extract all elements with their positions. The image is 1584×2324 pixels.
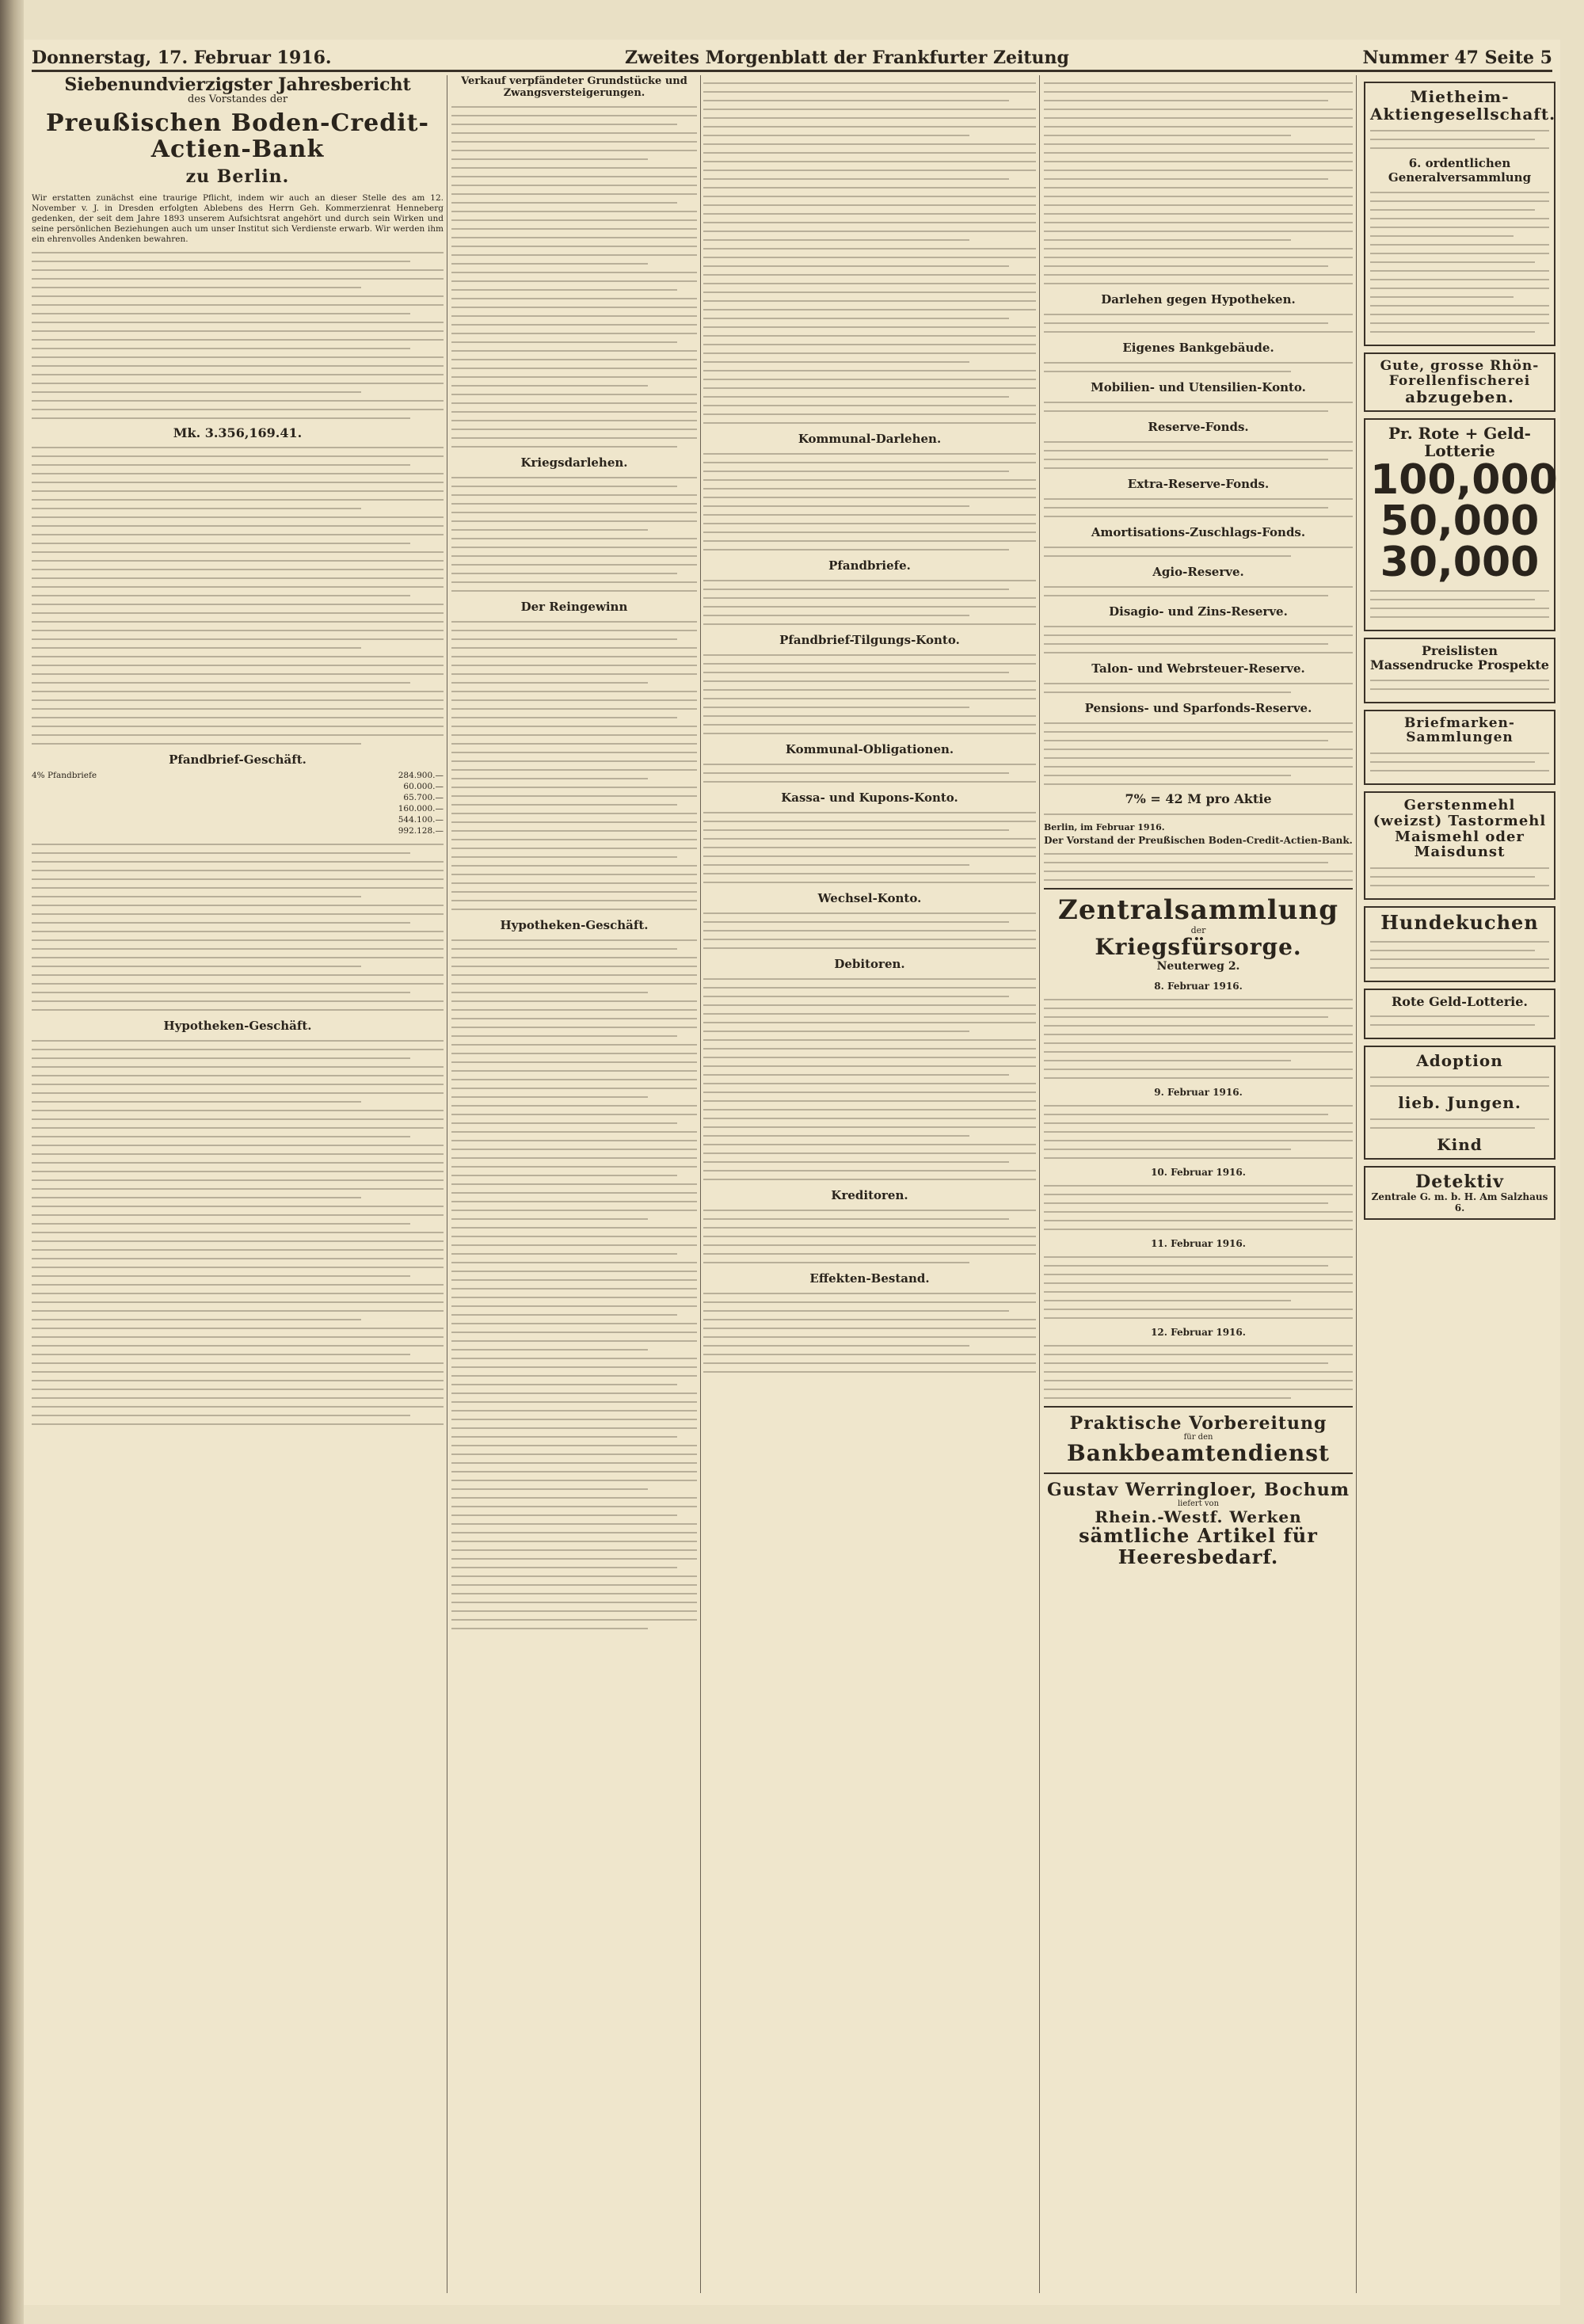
text-block <box>1370 680 1549 690</box>
section-heading: Eigenes Bankgebäude. <box>1122 341 1274 355</box>
report-intro: Wir erstatten zunächst eine traurige Pflicht, indem wir auch an dieser Stelle des am 12. November v. J. in Dresden erfolgten Ablebens des Herrn Geh. Kommerzienrat Henneberg gedenken, der seit dem Jahre 1893 unserem Aufsichtsrat angehört und durch sein Wirken und seine persönlichen Beziehungen auch um unser Institut sich Verdienste erwarb. Wir werden ihm ein ehrenvolles Andenken bewahren. <box>32 192 444 244</box>
section-heading: Kassa- und Kupons-Konto. <box>781 791 958 805</box>
lottery-prize: 50,000 <box>1380 497 1540 546</box>
divider <box>1044 888 1353 890</box>
section-heading: Effekten-Bestand. <box>809 1271 930 1286</box>
date-heading: 11. Februar 1916. <box>1151 1237 1246 1249</box>
text-block <box>32 1040 444 1425</box>
table-row: 60.000.— <box>403 782 444 792</box>
text-block <box>703 764 1036 783</box>
text-block <box>703 654 1036 734</box>
ad-mietheim <box>1364 82 1555 346</box>
text-block <box>1044 402 1353 412</box>
ad-text: für den <box>1183 1433 1213 1442</box>
text-block <box>32 252 444 419</box>
text-block <box>1044 1256 1353 1319</box>
text-block <box>1044 1185 1353 1230</box>
section-heading: Pfandbrief-Tilgungs-Konto. <box>779 633 960 647</box>
ad-print <box>1364 638 1555 703</box>
ad-adoption <box>1364 1046 1555 1160</box>
date-heading: 9. Februar 1916. <box>1154 1086 1243 1098</box>
section-heading: Der Reingewinn <box>520 600 628 614</box>
header-date: Donnerstag, 17. Februar 1916. <box>32 48 332 68</box>
report-subtitle: des Vorstandes der <box>187 93 288 106</box>
text-block <box>1044 362 1353 372</box>
divider <box>1044 1473 1353 1474</box>
section-heading: Pfandbriefe. <box>828 558 911 573</box>
text-block <box>1044 1345 1353 1399</box>
column-property-sales <box>451 75 697 2293</box>
board-signature: Der Vorstand der Preußischen Boden-Credit-Actien-Bank. <box>1044 834 1353 846</box>
table-row: 65.700.— <box>403 793 444 803</box>
text-block <box>1044 314 1353 333</box>
ad-werringloer <box>1044 1480 1353 1568</box>
text-block <box>703 912 1036 949</box>
section-heading: Amortisations-Zuschlags-Fonds. <box>1091 525 1306 539</box>
text-block <box>1044 813 1353 815</box>
text-block <box>703 453 1036 551</box>
section-heading: Mobilien- und Utensilien-Konto. <box>1091 380 1306 394</box>
section-heading: Reserve-Fonds. <box>1148 420 1249 434</box>
text-block <box>451 939 697 1629</box>
section-heading: Kommunal-Darlehen. <box>798 432 942 446</box>
table-row: 160.000.— <box>398 804 444 814</box>
ad-detective <box>1364 1166 1555 1220</box>
table-row: 4% Pfandbriefe 284.900.— <box>32 771 444 781</box>
page-header <box>32 46 1552 72</box>
section-heading: Hypotheken-Geschäft. <box>500 918 649 932</box>
text-block <box>703 978 1036 1180</box>
text-block <box>1044 441 1353 469</box>
text-block <box>32 844 444 1011</box>
table-row: 992.128.— <box>398 826 444 836</box>
ad-stamps <box>1364 710 1555 785</box>
text-block <box>1044 547 1353 557</box>
bank-city: zu Berlin. <box>185 166 290 188</box>
date-heading: 12. Februar 1916. <box>1151 1326 1246 1338</box>
section-heading: Pensions- und Sparfonds-Reserve. <box>1084 701 1312 715</box>
section-heading: Agio-Reserve. <box>1152 565 1244 579</box>
section-heading: Talon- und Webrsteuer-Reserve. <box>1091 661 1305 676</box>
net-profit-line: Mk. 3.356,169.41. <box>173 425 303 440</box>
text-block <box>451 621 697 910</box>
column-annual-report <box>32 75 444 2293</box>
ad-text: Kind <box>1437 1135 1483 1155</box>
section-heading: Darlehen gegen Hypotheken. <box>1101 292 1296 307</box>
ad-name: Bankbeamtendienst <box>1067 1440 1330 1467</box>
ad-red-lottery <box>1364 989 1555 1040</box>
ad-title: Hundekuchen <box>1380 911 1539 935</box>
column-reserves <box>1044 75 1353 2293</box>
text-block <box>1044 82 1353 284</box>
text-block <box>703 82 1036 424</box>
ad-title: Preislisten Massendrucke Prospekte <box>1370 643 1549 672</box>
text-block <box>1044 999 1353 1079</box>
ad-title: Briefmarken-Sammlungen <box>1404 714 1515 746</box>
text-block <box>703 580 1036 625</box>
column-rule <box>1356 75 1357 2293</box>
text-block <box>1044 498 1353 517</box>
text-block <box>703 1293 1036 1373</box>
column-rule <box>700 75 701 2293</box>
text-block <box>1044 683 1353 693</box>
dividend-line: 7% = 42 M pro Aktie <box>1125 791 1272 806</box>
divider <box>1044 1406 1353 1408</box>
section-heading: Debitoren. <box>834 957 905 971</box>
text-block <box>1370 867 1549 886</box>
ad-title: Zentralsammlung <box>1058 893 1338 926</box>
report-title: Siebenundvierzigster Jahresbericht <box>64 75 411 95</box>
section-heading: Pfandbrief-Geschäft. <box>169 752 307 768</box>
pfandbrief-table <box>32 770 444 836</box>
text-block <box>1044 586 1353 596</box>
text-block <box>1370 1118 1549 1129</box>
page-binding-edge <box>0 0 24 2324</box>
header-paper: Zweites Morgenblatt der Frankfurter Zeitung <box>625 48 1069 68</box>
column-advertisements <box>1361 75 1559 2293</box>
section-heading: Verkauf verpfändeter Grundstücke und Zwangsversteigerungen. <box>461 75 687 99</box>
table-row: 544.100.— <box>398 815 444 825</box>
ad-address: Neuterweg 2. <box>1156 959 1240 973</box>
ad-headline: sämtliche Artikel für Heeresbedarf. <box>1079 1524 1318 1568</box>
text-block <box>1370 130 1549 149</box>
ad-title: Gustav Werringloer, Bochum <box>1046 1479 1350 1500</box>
ad-bank-training <box>1044 1414 1353 1466</box>
ad-text: lieb. Jungen. <box>1398 1093 1521 1113</box>
header-issue: Nummer 47 Seite 5 <box>1362 48 1552 68</box>
text-block <box>1044 722 1353 785</box>
ad-title: Detektiv <box>1415 1172 1504 1193</box>
ad-title: Adoption <box>1416 1051 1503 1071</box>
section-heading: Extra-Reserve-Fonds. <box>1127 477 1270 491</box>
ad-title: Rote Geld-Lotterie. <box>1392 993 1528 1009</box>
column-balance-accounts <box>703 75 1036 2293</box>
bank-name: Preußischen Boden-Credit-Actien-Bank <box>46 109 429 164</box>
ad-flour <box>1364 791 1555 900</box>
text-block <box>451 106 697 448</box>
section-heading: Hypotheken-Geschäft. <box>163 1019 312 1034</box>
text-block <box>451 477 697 592</box>
text-block <box>1370 192 1549 333</box>
date-heading: 10. Februar 1916. <box>1151 1166 1246 1178</box>
text-block <box>1044 853 1353 881</box>
text-block <box>1044 1105 1353 1159</box>
lottery-prize: 30,000 <box>1380 539 1540 587</box>
text-block <box>1370 1076 1549 1087</box>
text-block <box>1370 590 1549 618</box>
text-block <box>1370 752 1549 771</box>
text-block <box>1044 626 1353 653</box>
ad-title: Gute, grosse Rhön-Forellenfischerei <box>1380 358 1540 389</box>
ad-dog-biscuits <box>1364 906 1555 981</box>
section-heading: Kommunal-Obligationen. <box>785 742 954 756</box>
section-heading: Kriegsdarlehen. <box>520 455 628 470</box>
text-block <box>1370 941 1549 969</box>
ad-text: Rhein.-Westf. Werken <box>1095 1507 1302 1527</box>
ad-title: Praktische Vorbereitung <box>1069 1412 1327 1434</box>
ad-title: Gerstenmehl (weizst) Tastormehl Maismehl oder Maisdunst <box>1373 796 1547 861</box>
ad-text: liefert von <box>1177 1499 1220 1509</box>
section-heading: Disagio- und Zins-Reserve. <box>1109 604 1288 619</box>
text-block <box>703 1210 1036 1263</box>
text-block <box>1370 1015 1549 1026</box>
lottery-prize: 100,000 <box>1370 456 1558 505</box>
ad-subtitle: Kriegsfürsorge. <box>1095 934 1302 961</box>
section-heading: Wechsel-Konto. <box>817 891 922 905</box>
date-heading: 8. Februar 1916. <box>1154 980 1243 992</box>
ad-text: abzugeben. <box>1405 387 1514 407</box>
ad-title: Mietheim-Aktiengesellschaft. <box>1370 87 1556 124</box>
section-heading: Kreditoren. <box>831 1188 908 1202</box>
ad-lottery <box>1364 418 1558 631</box>
ad-war-relief <box>1044 893 1353 973</box>
signoff-date: Berlin, im Februar 1916. <box>1044 821 1165 832</box>
column-rule <box>1039 75 1040 2293</box>
text-block <box>32 447 444 745</box>
ad-title: Pr. Rote + Geld-Lotterie <box>1388 424 1531 461</box>
ad-trout <box>1364 352 1555 412</box>
ad-text: der <box>1190 925 1206 936</box>
text-block <box>703 812 1036 883</box>
ad-text: 6. ordentlichen Generalversammlung <box>1388 156 1532 185</box>
ad-text: Zentrale G. m. b. H. Am Salzhaus 6. <box>1371 1191 1548 1214</box>
